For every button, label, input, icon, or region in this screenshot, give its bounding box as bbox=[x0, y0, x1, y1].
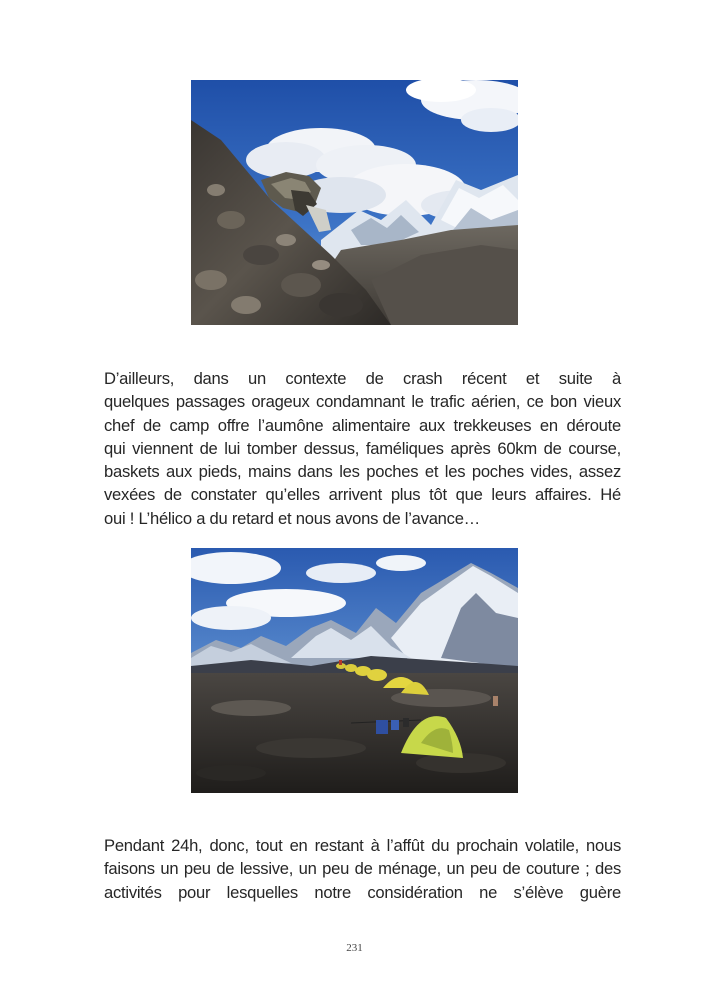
base-camp-tents-photo bbox=[191, 548, 518, 793]
paragraph-2 bbox=[104, 834, 621, 904]
paragraph-2-line: faisons un peu de lessive, un peu de ménage, un peu de couture ; des bbox=[104, 859, 621, 879]
paragraph-1-line: vexées de constater qu’elles arrivent plus tôt que leurs affaires. Hé bbox=[104, 485, 621, 505]
paragraph-1-line: chef de camp offre l’aumône alimentaire aux trekkeuses en déroute bbox=[104, 415, 621, 435]
paragraph-1-line: qui viennent de lui tomber dessus, faméliques après 60km de course, bbox=[104, 438, 621, 458]
paragraph-1 bbox=[104, 367, 621, 530]
paragraph-1-line: D’ailleurs, dans un contexte de crash récent et suite à bbox=[104, 369, 621, 388]
paragraph-1-line: baskets aux pieds, mains dans les poches et les poches vides, assez bbox=[104, 462, 621, 482]
page-number: 231 bbox=[346, 942, 363, 954]
paragraph-1-line: oui ! L’hélico a du retard et nous avons de l’avance… bbox=[104, 508, 481, 528]
base-camp-tents-image bbox=[191, 548, 518, 793]
paragraph-2-line: activités pour lesquelles notre considération ne s’élève guère bbox=[104, 882, 621, 902]
wreckage-mountain-photo bbox=[191, 80, 518, 325]
paragraph-1-line: quelques passages orageux condamnant le trafic aérien, ce bon vieux bbox=[104, 392, 621, 412]
wreckage-mountain-image bbox=[191, 80, 518, 325]
paragraph-2-line: Pendant 24h, donc, tout en restant à l’affût du prochain volatile, nous bbox=[104, 836, 621, 855]
